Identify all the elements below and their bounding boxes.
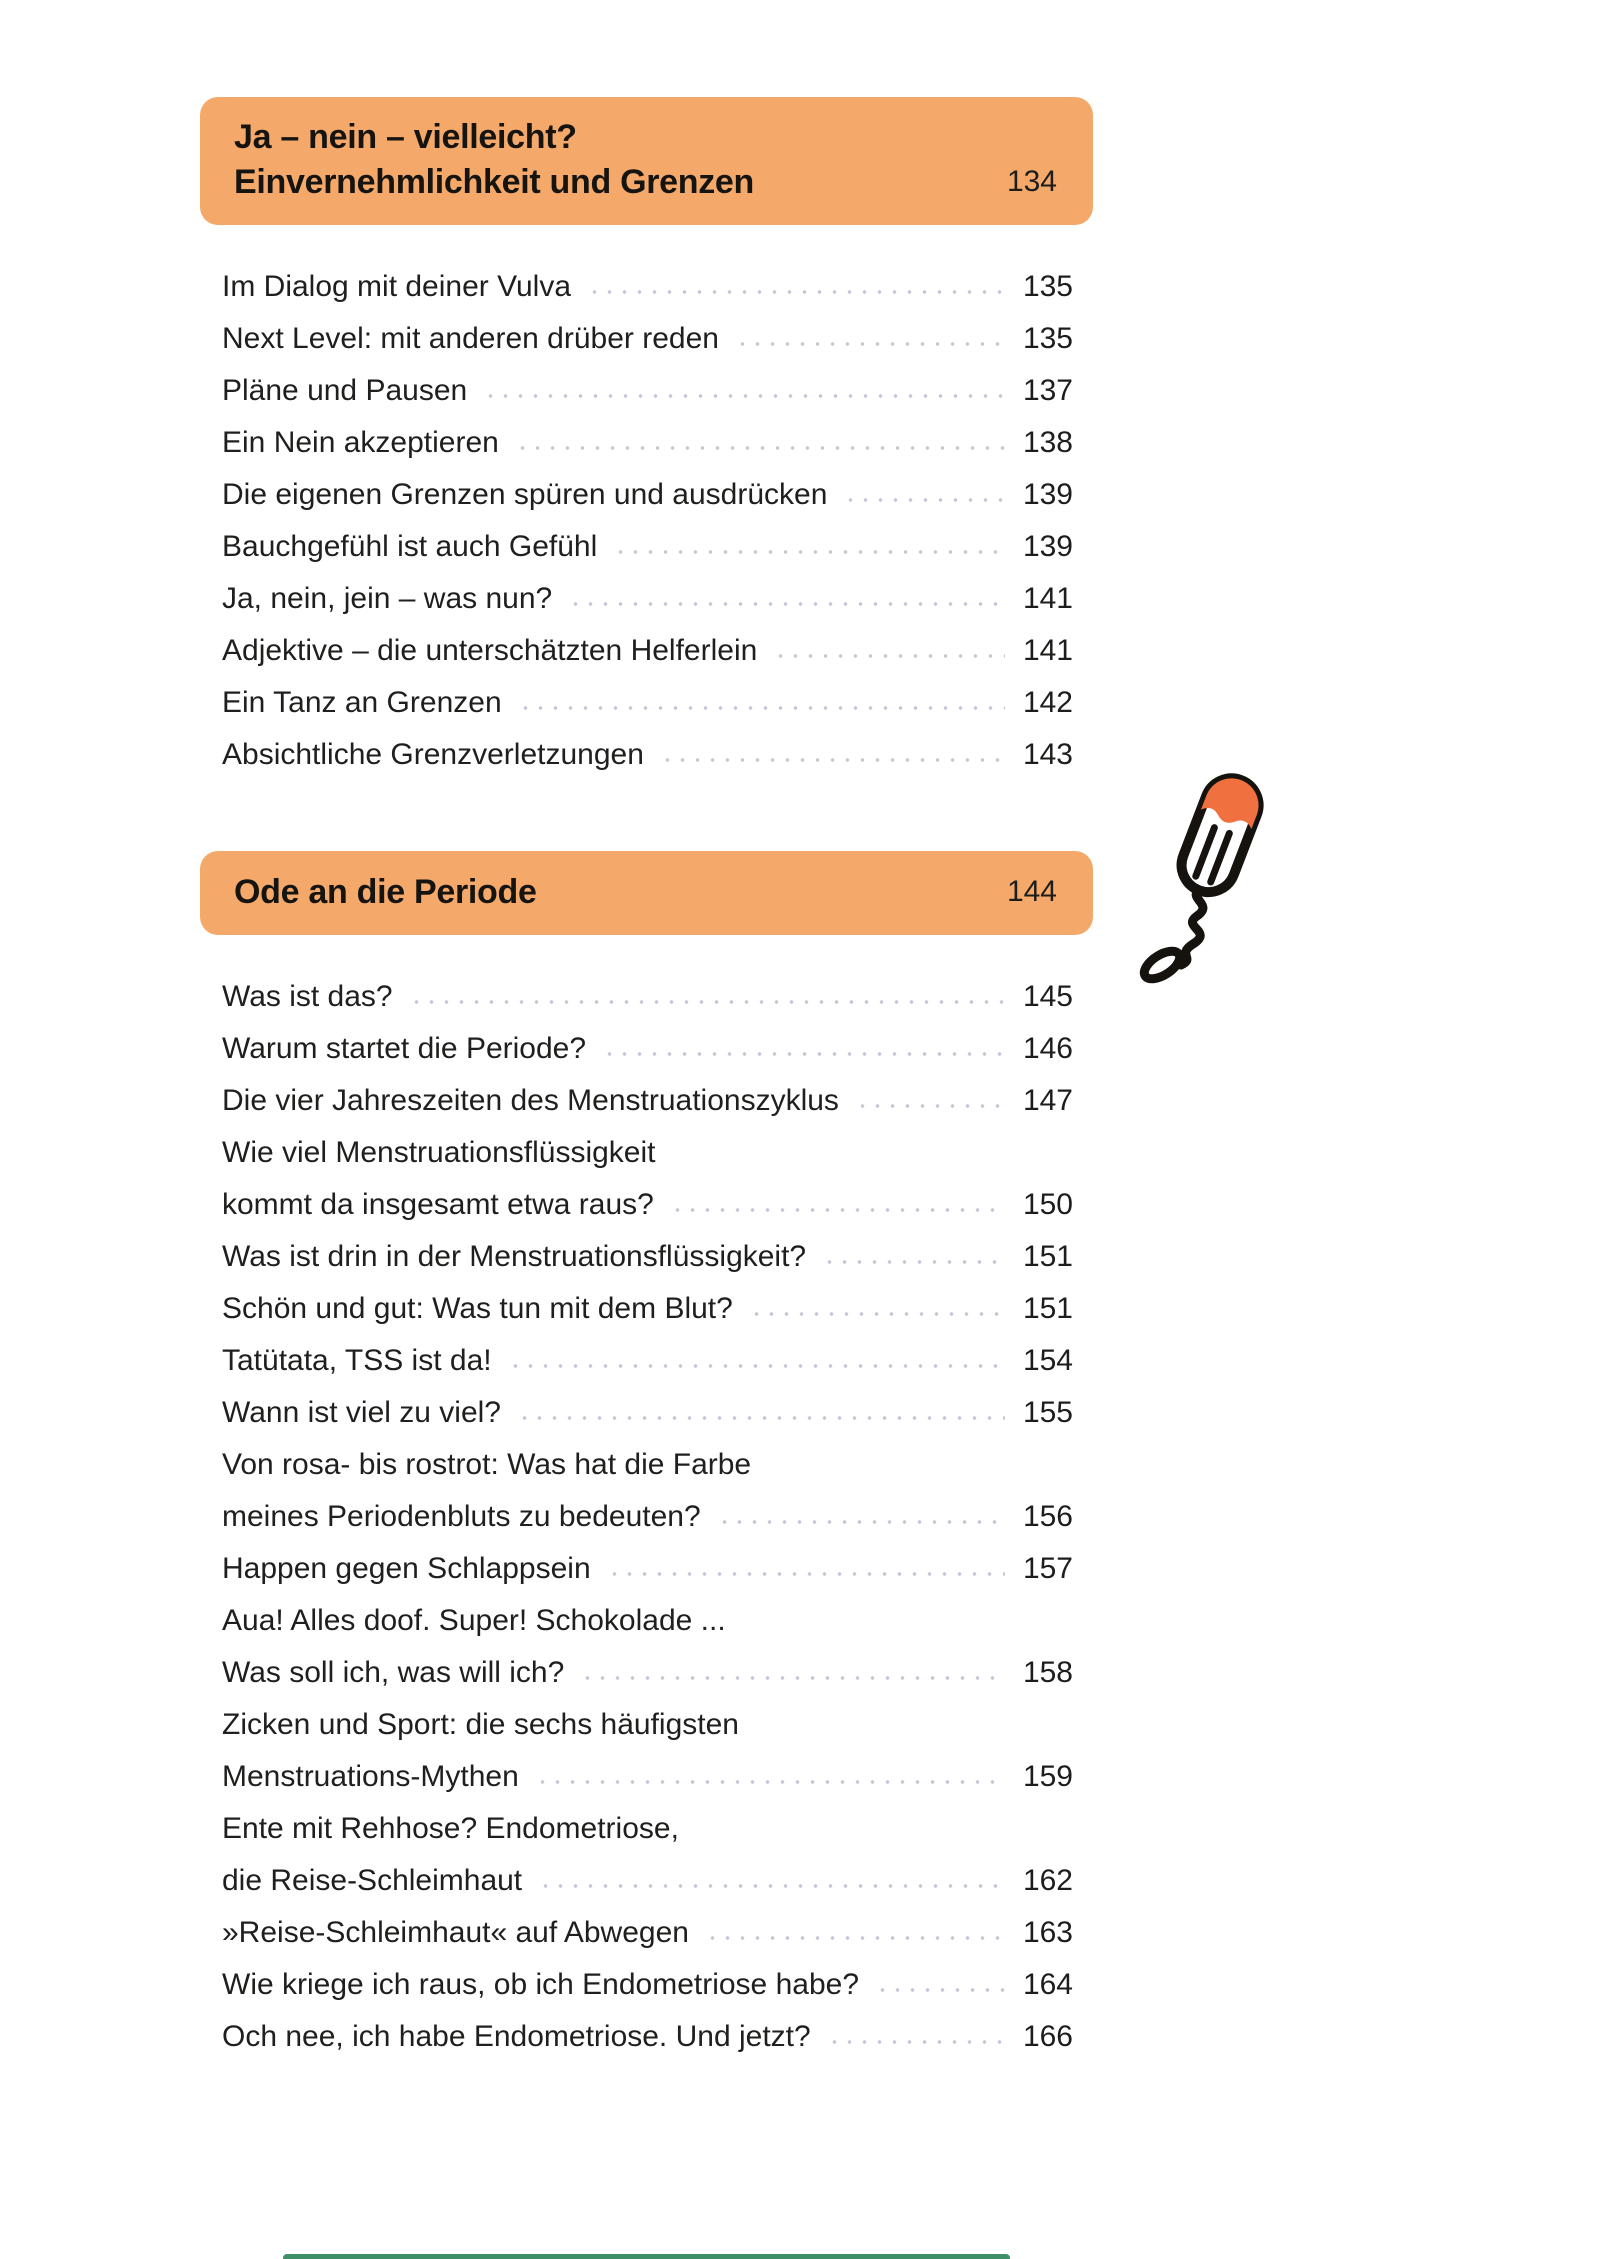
- dot-leader: [602, 1034, 1005, 1058]
- dot-leader: [587, 272, 1005, 296]
- toc-entry-row: [222, 1387, 1073, 1439]
- dot-leader: [855, 1086, 1005, 1110]
- dot-leader: [742, 1606, 1005, 1630]
- toc-entry-page-number: 138: [1022, 426, 1073, 459]
- section-title: [234, 115, 754, 205]
- toc-entry-page-number: 135: [1022, 322, 1073, 355]
- tampon-doodle-illustration: [1124, 768, 1284, 988]
- toc-section: [200, 851, 1093, 2063]
- toc-entry-row: [222, 1335, 1073, 1387]
- toc-entry-row: [222, 417, 1073, 469]
- dot-leader: [843, 480, 1005, 504]
- toc-entry-list: [200, 971, 1093, 2063]
- dot-leader: [749, 1294, 1005, 1318]
- dot-leader: [660, 740, 1005, 764]
- dot-leader: [717, 1502, 1005, 1526]
- toc-entry-page-number: 139: [1022, 530, 1073, 563]
- toc-entry-title: Die eigenen Grenzen spüren und ausdrücken: [222, 478, 828, 511]
- dot-leader: [822, 1242, 1005, 1266]
- toc-entry-title: Wann ist viel zu viel?: [222, 1396, 501, 1429]
- toc-entry-page-number: 156: [1022, 1500, 1073, 1533]
- toc-entry-page-number: 151: [1022, 1292, 1073, 1325]
- toc-entry-page-number: 162: [1022, 1864, 1073, 1897]
- toc-entry-page-number: 163: [1022, 1916, 1073, 1949]
- toc-entry-row: [222, 1699, 1073, 1751]
- dot-leader: [538, 1866, 1005, 1890]
- toc-entry-title: Happen gegen Schlappsein: [222, 1552, 591, 1585]
- toc-entry-title: die Reise-Schleimhaut: [222, 1864, 523, 1897]
- dot-leader: [580, 1658, 1005, 1682]
- toc-entry-row: [222, 1595, 1073, 1647]
- toc-entry-title: Warum startet die Periode?: [222, 1032, 587, 1065]
- dot-leader: [568, 584, 1005, 608]
- toc-entry-row: [222, 1023, 1073, 1075]
- toc-entry-title: Ein Tanz an Grenzen: [222, 686, 502, 719]
- toc-entry-page-number: 154: [1022, 1344, 1073, 1377]
- section-title-line: Ja – nein – vielleicht?: [234, 118, 577, 156]
- toc-entry-title: Was ist drin in der Menstruationsflüssigkeit?: [222, 1240, 807, 1273]
- section-title: [234, 870, 537, 915]
- toc-entry-page-number: 137: [1022, 374, 1073, 407]
- toc-entry-page-number: 151: [1022, 1240, 1073, 1273]
- dot-leader: [613, 532, 1005, 556]
- toc-entry-row: [222, 365, 1073, 417]
- dot-leader: [508, 1346, 1005, 1370]
- toc-entry-page-number: 159: [1022, 1760, 1073, 1793]
- toc-entry-title: Absichtliche Grenzverletzungen: [222, 738, 644, 771]
- toc-entry-row: [222, 1647, 1073, 1699]
- toc-entry-title: Im Dialog mit deiner Vulva: [222, 270, 572, 303]
- toc-entry-row: [222, 1543, 1073, 1595]
- toc-entry-row: [222, 1855, 1073, 1907]
- toc-entry-row: [222, 2011, 1073, 2063]
- toc-entry-page-number: 155: [1022, 1396, 1073, 1429]
- dot-leader: [483, 376, 1005, 400]
- dot-leader: [735, 324, 1005, 348]
- toc-entry-row: [222, 1439, 1073, 1491]
- toc-entry-page-number: 150: [1022, 1188, 1073, 1221]
- dot-leader: [827, 2022, 1005, 2046]
- toc-entry-row: [222, 573, 1073, 625]
- dot-leader: [515, 428, 1005, 452]
- toc-section: [200, 97, 1093, 781]
- dot-leader: [518, 688, 1005, 712]
- toc-entry-page-number: 141: [1022, 582, 1073, 615]
- section-title-line: Ode an die Periode: [234, 873, 537, 911]
- dot-leader: [409, 982, 1005, 1006]
- toc-entry-title: Next Level: mit anderen drüber reden: [222, 322, 719, 355]
- section-page-number: 144: [1006, 875, 1057, 908]
- dot-leader: [672, 1138, 1006, 1162]
- toc-entry-row: [222, 1179, 1073, 1231]
- toc-entry-row: [222, 1283, 1073, 1335]
- toc-entry-title: Ja, nein, jein – was nun?: [222, 582, 553, 615]
- section-header: [200, 851, 1093, 935]
- toc-entry-title: meines Periodenbluts zu bedeuten?: [222, 1500, 701, 1533]
- section-page-number: 134: [1006, 165, 1057, 198]
- next-page-edge: [283, 2254, 1010, 2259]
- toc-entry-title: kommt da insgesamt etwa raus?: [222, 1188, 654, 1221]
- toc-entry-title: Wie viel Menstruationsflüssigkeit: [222, 1136, 656, 1169]
- toc-entry-page-number: 157: [1022, 1552, 1073, 1585]
- toc-entry-row: [222, 261, 1073, 313]
- toc-entry-title: Ein Nein akzeptieren: [222, 426, 499, 459]
- toc-entry-title: Von rosa- bis rostrot: Was hat die Farbe: [222, 1448, 752, 1481]
- toc-entry-title: »Reise-Schleimhaut« auf Abwegen: [222, 1916, 689, 1949]
- dot-leader: [705, 1918, 1005, 1942]
- toc-entry-page-number: 147: [1022, 1084, 1073, 1117]
- toc-entry-title: Schön und gut: Was tun mit dem Blut?: [222, 1292, 733, 1325]
- tampon-string: [1181, 890, 1203, 965]
- toc-entry-title: Was ist das?: [222, 980, 393, 1013]
- section-header: [200, 97, 1093, 225]
- toc-entry-title: Die vier Jahreszeiten des Menstruationszyklus: [222, 1084, 839, 1117]
- toc-entry-title: Menstruations-Mythen: [222, 1760, 519, 1793]
- toc-entry-page-number: 139: [1022, 478, 1073, 511]
- toc-entry-page-number: 143: [1022, 738, 1073, 771]
- dot-leader: [517, 1398, 1005, 1422]
- toc-entry-row: [222, 1491, 1073, 1543]
- toc: [200, 97, 1093, 2127]
- toc-entry-row: [222, 1959, 1073, 2011]
- toc-entry-row: [222, 469, 1073, 521]
- dot-leader: [767, 1450, 1005, 1474]
- toc-entry-title: Was soll ich, was will ich?: [222, 1656, 565, 1689]
- dot-leader: [670, 1190, 1005, 1214]
- toc-entry-page-number: 164: [1022, 1968, 1073, 2001]
- toc-entry-row: [222, 625, 1073, 677]
- toc-entry-row: [222, 1075, 1073, 1127]
- toc-entry-row: [222, 1127, 1073, 1179]
- toc-entry-row: [222, 971, 1073, 1023]
- dot-leader: [607, 1554, 1005, 1578]
- tampon-string-loop: [1140, 946, 1184, 985]
- toc-entry-page-number: 158: [1022, 1656, 1073, 1689]
- toc-entry-page-number: 145: [1022, 980, 1073, 1013]
- dot-leader: [695, 1814, 1005, 1838]
- dot-leader: [535, 1762, 1005, 1786]
- toc-entry-row: [222, 1751, 1073, 1803]
- toc-entry-row: [222, 1803, 1073, 1855]
- toc-entry-title: Pläne und Pausen: [222, 374, 468, 407]
- toc-entry-row: [222, 729, 1073, 781]
- toc-entry-row: [222, 1231, 1073, 1283]
- dot-leader: [773, 636, 1005, 660]
- toc-entry-row: [222, 677, 1073, 729]
- toc-entry-title: Och nee, ich habe Endometriose. Und jetzt?: [222, 2020, 811, 2053]
- toc-entry-title: Bauchgefühl ist auch Gefühl: [222, 530, 598, 563]
- toc-entry-page-number: 146: [1022, 1032, 1073, 1065]
- toc-entry-row: [222, 313, 1073, 365]
- toc-entry-row: [222, 521, 1073, 573]
- toc-entry-page-number: 166: [1022, 2020, 1073, 2053]
- section-title-line: Einvernehmlichkeit und Grenzen: [234, 163, 755, 201]
- toc-entry-title: Ente mit Rehhose? Endometriose,: [222, 1812, 679, 1845]
- toc-entry-title: Wie kriege ich raus, ob ich Endometriose habe?: [222, 1968, 860, 2001]
- toc-entry-page-number: 142: [1022, 686, 1073, 719]
- toc-entry-title: Zicken und Sport: die sechs häufigsten: [222, 1708, 739, 1741]
- dot-leader: [875, 1970, 1005, 1994]
- toc-entry-title: Aua! Alles doof. Super! Schokolade ...: [222, 1604, 726, 1637]
- toc-entry-page-number: 135: [1022, 270, 1073, 303]
- toc-entry-page-number: 141: [1022, 634, 1073, 667]
- toc-entry-list: [200, 261, 1093, 781]
- toc-entry-row: [222, 1907, 1073, 1959]
- toc-entry-title: Tatütata, TSS ist da!: [222, 1344, 492, 1377]
- dot-leader: [755, 1710, 1005, 1734]
- toc-entry-title: Adjektive – die unterschätzten Helferlein: [222, 634, 758, 667]
